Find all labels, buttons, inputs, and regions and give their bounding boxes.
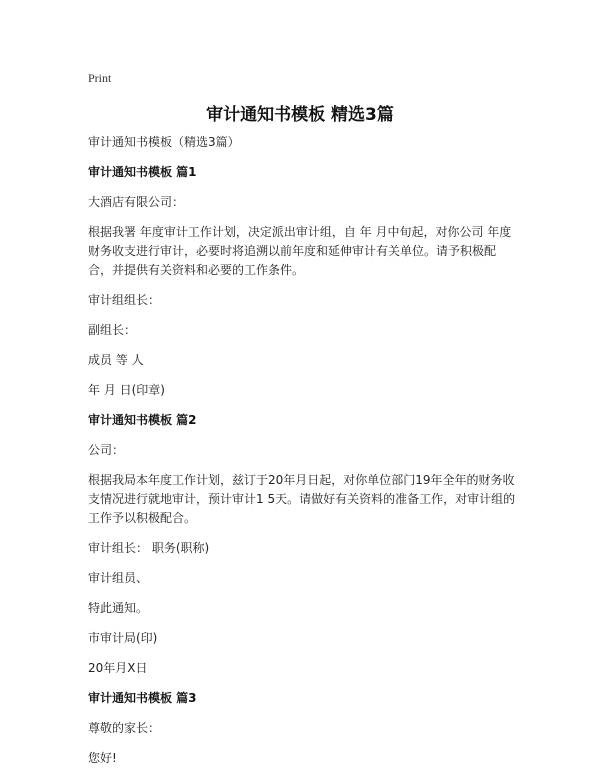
subtitle-line: 审计通知书模板（精选3篇） [88, 135, 240, 149]
leader-line: 审计组组长： [88, 293, 161, 307]
section-heading-2: 审计通知书模板 篇2 [88, 413, 197, 427]
addressee-line: 大酒店有限公司： [88, 195, 185, 209]
addressee-line: 公司： [88, 443, 125, 457]
greeting-line: 您好! [88, 751, 117, 765]
deputy-line: 副组长： [88, 323, 137, 337]
date-line: 20年月X日 [88, 661, 148, 675]
body-paragraph: 根据我局本年度工作计划，兹订于20年月日起，对你单位部门19年全年的财务收支情况进行就地审计，预计审计1 5天。请做好有关资料的准备工作，对审计组的工作予以积极配合。 [88, 473, 516, 525]
members-line: 成员 等 人 [88, 353, 144, 367]
section-heading-3: 审计通知书模板 篇3 [88, 691, 197, 705]
document-body [88, 133, 518, 779]
issuer-line: 市审计局(印) [88, 631, 158, 645]
greeting-line: 尊敬的家长： [88, 721, 161, 735]
section-heading-1: 审计通知书模板 篇1 [88, 165, 197, 179]
notice-line: 特此通知。 [88, 601, 149, 615]
leader-line: 审计组长： 职务(职称) [88, 541, 210, 555]
document-title: 审计通知书模板 精选3篇 [206, 105, 394, 125]
print-label: Print [88, 71, 112, 85]
body-paragraph: 根据我署 年度审计工作计划，决定派出审计组，自 年 月中旬起，对你公司 年度财务收支进行审计，必要时将追溯以前年度和延伸审计有关单位。请予积极配合，并提供有关资料和必要的工作条件。 [88, 225, 512, 277]
members-line: 审计组员、 [88, 571, 149, 585]
date-seal-line: 年 月 日(印章) [88, 383, 165, 397]
